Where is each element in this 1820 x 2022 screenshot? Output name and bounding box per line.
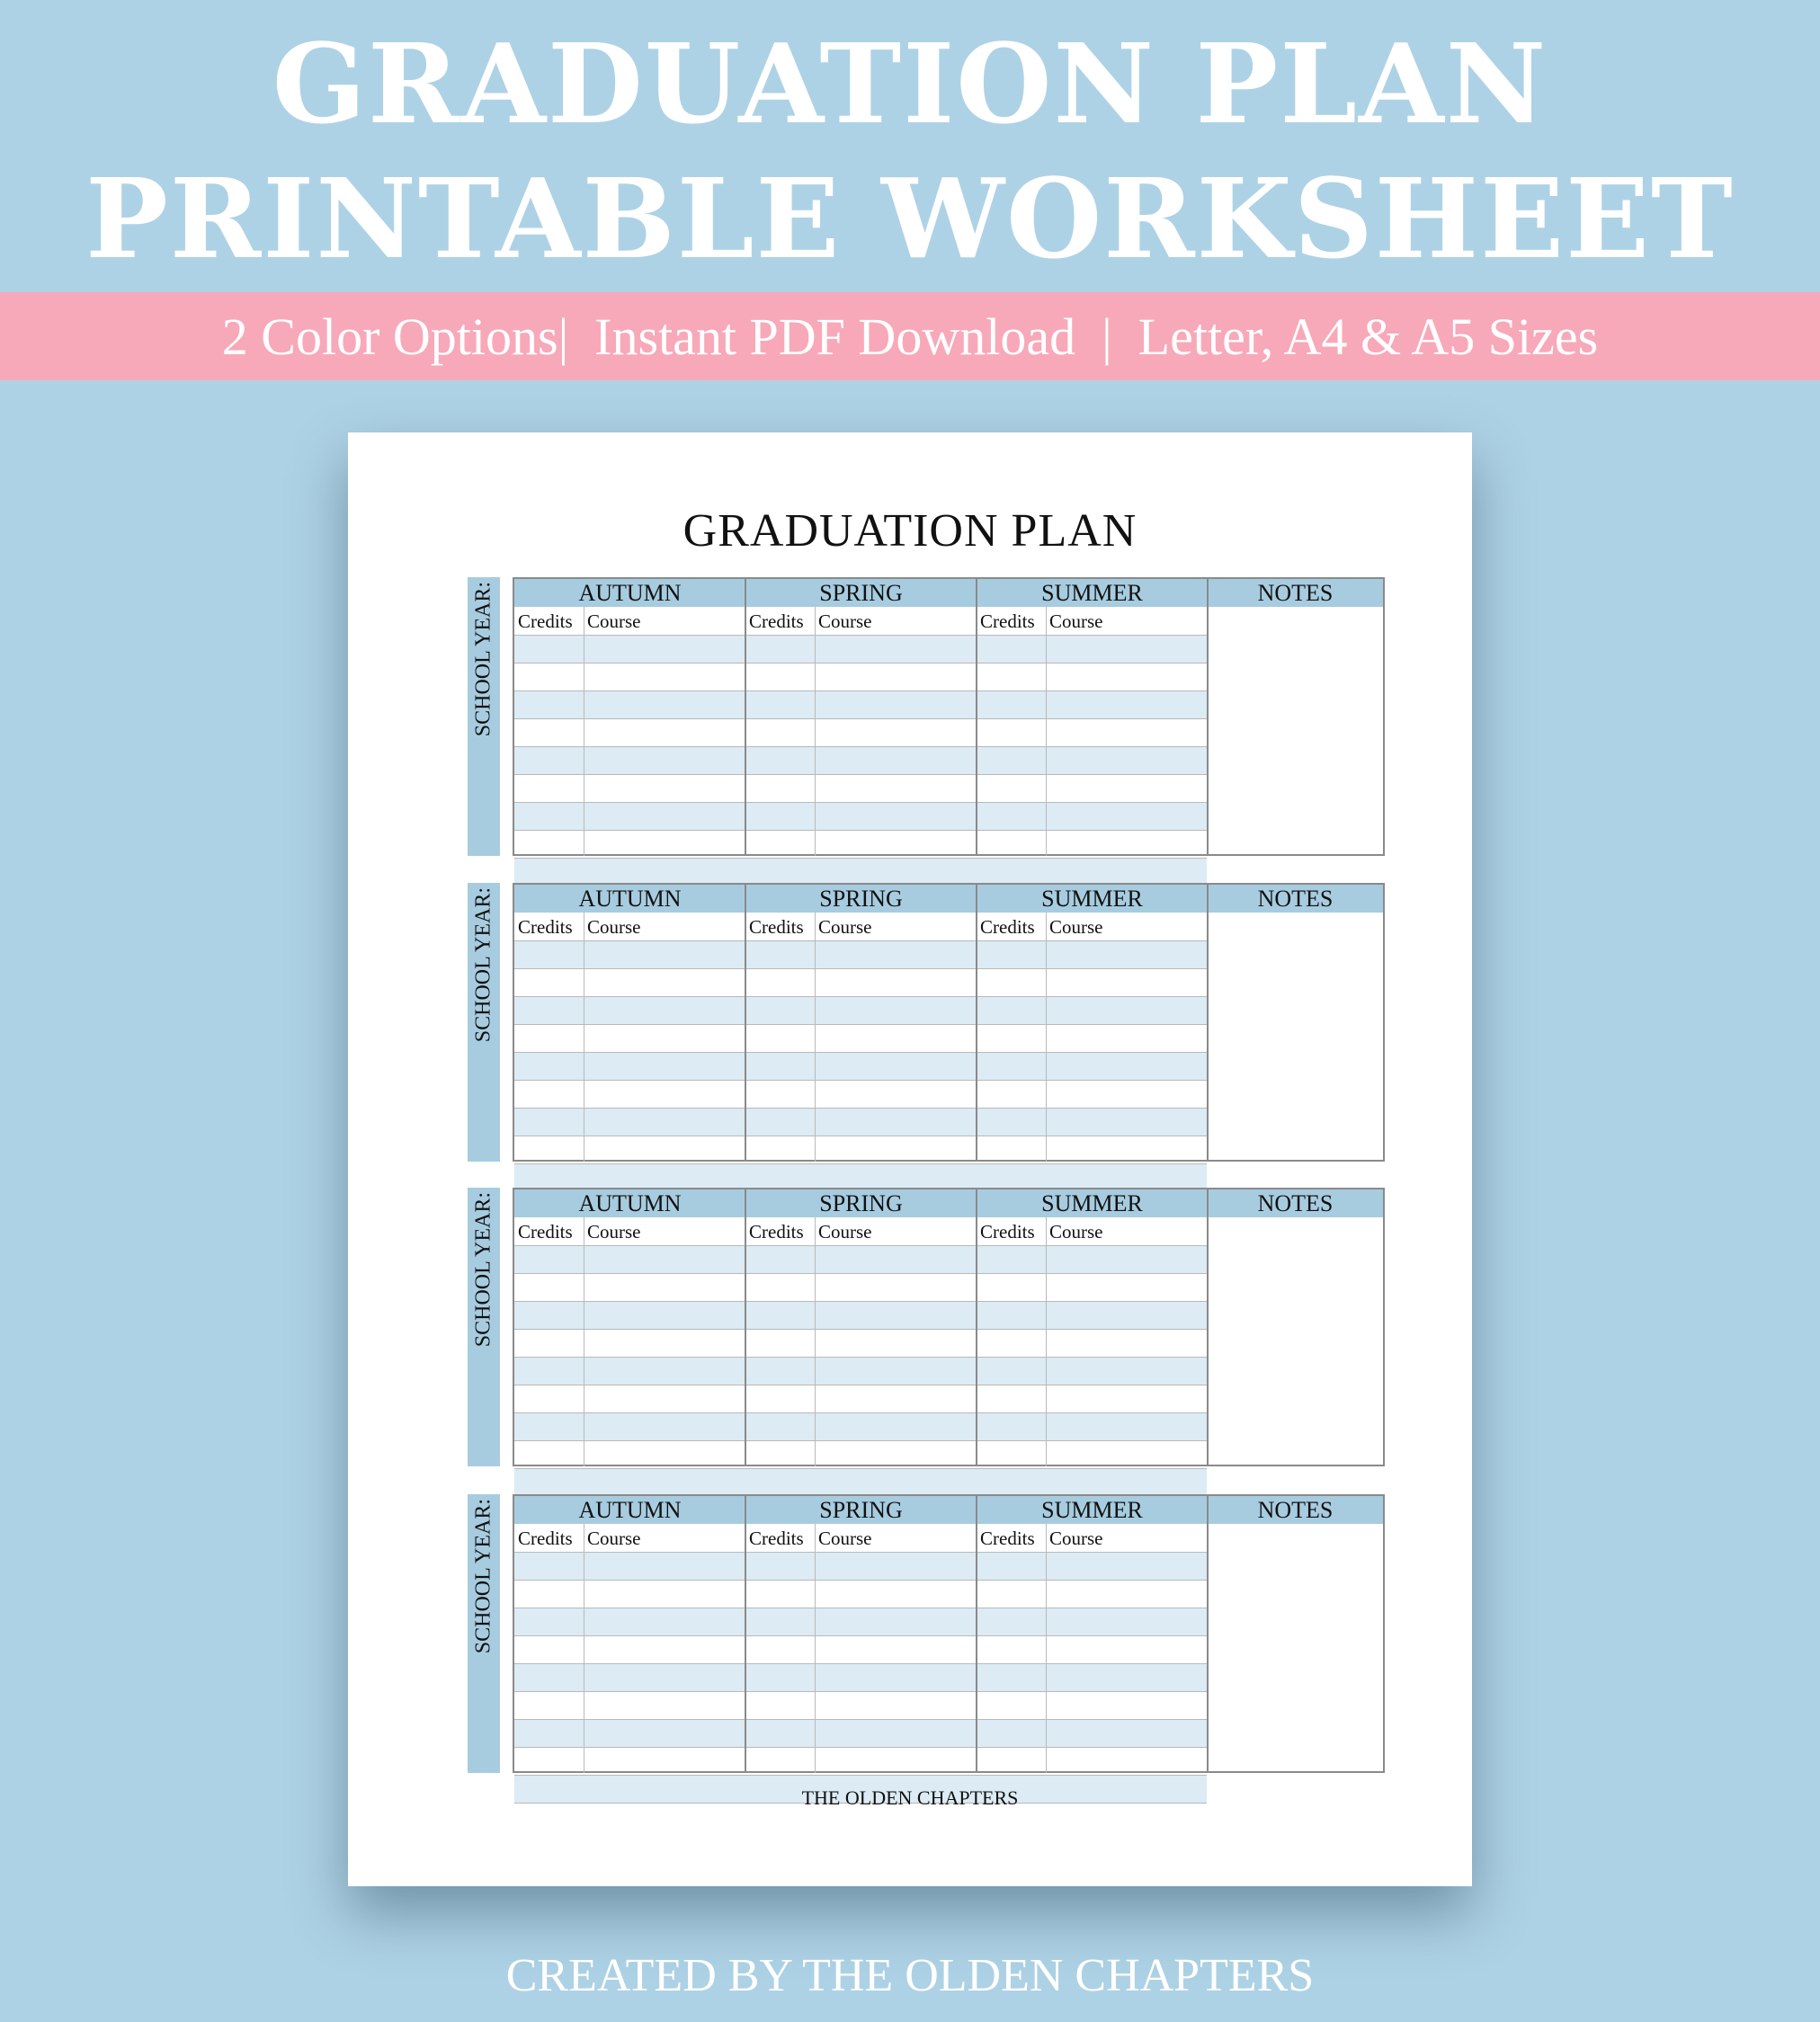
row-line	[514, 1301, 1207, 1302]
school-year-block	[348, 1494, 1472, 1773]
course-grid	[513, 577, 1385, 856]
row-line	[514, 1691, 1207, 1692]
school-year-block	[348, 883, 1472, 1162]
credits-column-header: Credits	[518, 1221, 573, 1243]
row-stripe	[514, 858, 1207, 886]
row-line	[514, 940, 1207, 941]
season-divider	[976, 1496, 977, 1773]
row-line	[514, 1552, 1207, 1553]
hero-title	[0, 16, 1820, 286]
row-stripe	[514, 1663, 1207, 1691]
row-stripe	[514, 690, 1207, 718]
course-column-header: Course	[818, 916, 872, 938]
creator-credit: CREATED BY THE OLDEN CHAPTERS	[505, 1950, 1315, 2001]
row-line	[514, 1329, 1207, 1330]
season-header: SUMMER	[1041, 886, 1143, 912]
row-line	[514, 968, 1207, 969]
row-line	[514, 802, 1207, 803]
course-column-header: Course	[1049, 1221, 1103, 1243]
credits-column-header: Credits	[518, 916, 573, 938]
school-year-label: SCHOOL YEAR:	[471, 582, 495, 737]
row-line	[514, 635, 1207, 636]
row-stripe	[514, 940, 1207, 968]
season-header: SPRING	[819, 1190, 903, 1216]
row-line	[514, 1580, 1207, 1581]
feature-banner: 2 Color Options| Instant PDF Download | Letter, A4 & A5 Sizes	[0, 292, 1820, 380]
course-column-header: Course	[587, 1221, 641, 1243]
row-line	[514, 1775, 1207, 1776]
season-header: SUMMER	[1041, 1497, 1143, 1523]
course-column-header: Course	[1049, 610, 1103, 632]
school-year-label: SCHOOL YEAR:	[471, 1192, 495, 1348]
season-header: AUTUMN	[578, 1497, 682, 1523]
row-line	[514, 1663, 1207, 1664]
row-stripe	[514, 1245, 1207, 1273]
season-header: AUTUMN	[578, 886, 682, 912]
season-divider	[976, 579, 977, 856]
column-divider	[1046, 607, 1047, 856]
worksheet-page	[348, 432, 1472, 1886]
season-divider	[745, 1189, 746, 1466]
course-column-header: Course	[818, 1528, 872, 1549]
column-divider	[815, 913, 816, 1162]
course-column-header: Course	[587, 610, 641, 632]
credits-column-header: Credits	[980, 1221, 1035, 1243]
notes-header: NOTES	[1257, 1497, 1334, 1523]
row-line	[514, 1440, 1207, 1441]
hero-title-line-1: GRADUATION PLAN	[272, 19, 1548, 148]
season-header: AUTUMN	[578, 580, 682, 606]
credits-column-header: Credits	[749, 916, 804, 938]
row-line	[514, 1412, 1207, 1413]
row-line	[514, 774, 1207, 775]
hero-title-line-2: PRINTABLE WORKSHEET	[85, 154, 1735, 283]
row-stripe	[514, 1301, 1207, 1329]
column-divider	[815, 607, 816, 856]
column-divider	[815, 1217, 816, 1466]
notes-header: NOTES	[1257, 886, 1334, 912]
row-line	[514, 1273, 1207, 1274]
row-stripe	[514, 1412, 1207, 1440]
row-line	[514, 996, 1207, 997]
credits-column-header: Credits	[980, 610, 1035, 632]
season-header: AUTUMN	[578, 1190, 682, 1216]
season-divider	[745, 1496, 746, 1773]
season-header: SPRING	[819, 580, 903, 606]
column-divider	[815, 1524, 816, 1773]
row-stripe	[514, 1468, 1207, 1496]
school-year-label: SCHOOL YEAR:	[471, 1499, 495, 1654]
credits-column-header: Credits	[980, 916, 1035, 938]
row-line	[514, 1080, 1207, 1081]
column-divider	[1046, 913, 1047, 1162]
row-stripe	[514, 1608, 1207, 1635]
row-stripe	[514, 1552, 1207, 1580]
row-line	[514, 718, 1207, 719]
row-line	[514, 1052, 1207, 1053]
course-column-header: Course	[587, 916, 641, 938]
notes-header: NOTES	[1257, 580, 1334, 606]
row-line	[514, 830, 1207, 831]
school-year-label: SCHOOL YEAR:	[471, 887, 495, 1043]
course-column-header: Course	[818, 610, 872, 632]
notes-divider	[1207, 579, 1209, 856]
notes-divider	[1207, 1189, 1209, 1466]
row-line	[514, 1719, 1207, 1720]
season-divider	[745, 579, 746, 856]
notes-header: NOTES	[1257, 1190, 1334, 1216]
school-year-block	[348, 577, 1472, 856]
row-line	[514, 1468, 1207, 1469]
course-column-header: Course	[818, 1221, 872, 1243]
row-stripe	[514, 802, 1207, 830]
row-line	[514, 1108, 1207, 1109]
school-year-block	[348, 1188, 1472, 1466]
worksheet-title: GRADUATION PLAN	[682, 505, 1138, 557]
season-header: SPRING	[819, 1497, 903, 1523]
row-stripe	[514, 746, 1207, 774]
credits-column-header: Credits	[749, 1221, 804, 1243]
row-line	[514, 690, 1207, 691]
course-column-header: Course	[1049, 916, 1103, 938]
course-grid	[513, 883, 1385, 1162]
course-grid	[513, 1188, 1385, 1466]
row-line	[514, 1163, 1207, 1164]
row-line	[514, 858, 1207, 859]
season-header: SUMMER	[1041, 1190, 1143, 1216]
credits-column-header: Credits	[749, 1528, 804, 1549]
season-header: SPRING	[819, 886, 903, 912]
row-stripe	[514, 996, 1207, 1024]
row-line	[514, 1747, 1207, 1748]
row-line	[514, 1357, 1207, 1358]
row-stripe	[514, 1108, 1207, 1136]
row-line	[514, 663, 1207, 664]
row-stripe	[514, 1052, 1207, 1080]
worksheet-footer: THE OLDEN CHAPTERS	[801, 1786, 1019, 1809]
row-line	[514, 1245, 1207, 1246]
column-divider	[1046, 1524, 1047, 1773]
row-stripe	[514, 1719, 1207, 1747]
course-column-header: Course	[1049, 1528, 1103, 1549]
row-stripe	[514, 1357, 1207, 1385]
notes-divider	[1207, 885, 1209, 1162]
row-stripe	[514, 635, 1207, 663]
credits-column-header: Credits	[749, 610, 804, 632]
row-line	[514, 1635, 1207, 1636]
row-line	[514, 1024, 1207, 1025]
row-line	[514, 746, 1207, 747]
season-divider	[976, 885, 977, 1162]
column-divider	[1046, 1217, 1047, 1466]
season-divider	[745, 885, 746, 1162]
season-header: SUMMER	[1041, 580, 1143, 606]
credits-column-header: Credits	[980, 1528, 1035, 1549]
credits-column-header: Credits	[518, 1528, 573, 1549]
course-grid	[513, 1494, 1385, 1773]
credits-column-header: Credits	[518, 610, 573, 632]
course-column-header: Course	[587, 1528, 641, 1549]
notes-divider	[1207, 1496, 1209, 1773]
season-divider	[976, 1189, 977, 1466]
